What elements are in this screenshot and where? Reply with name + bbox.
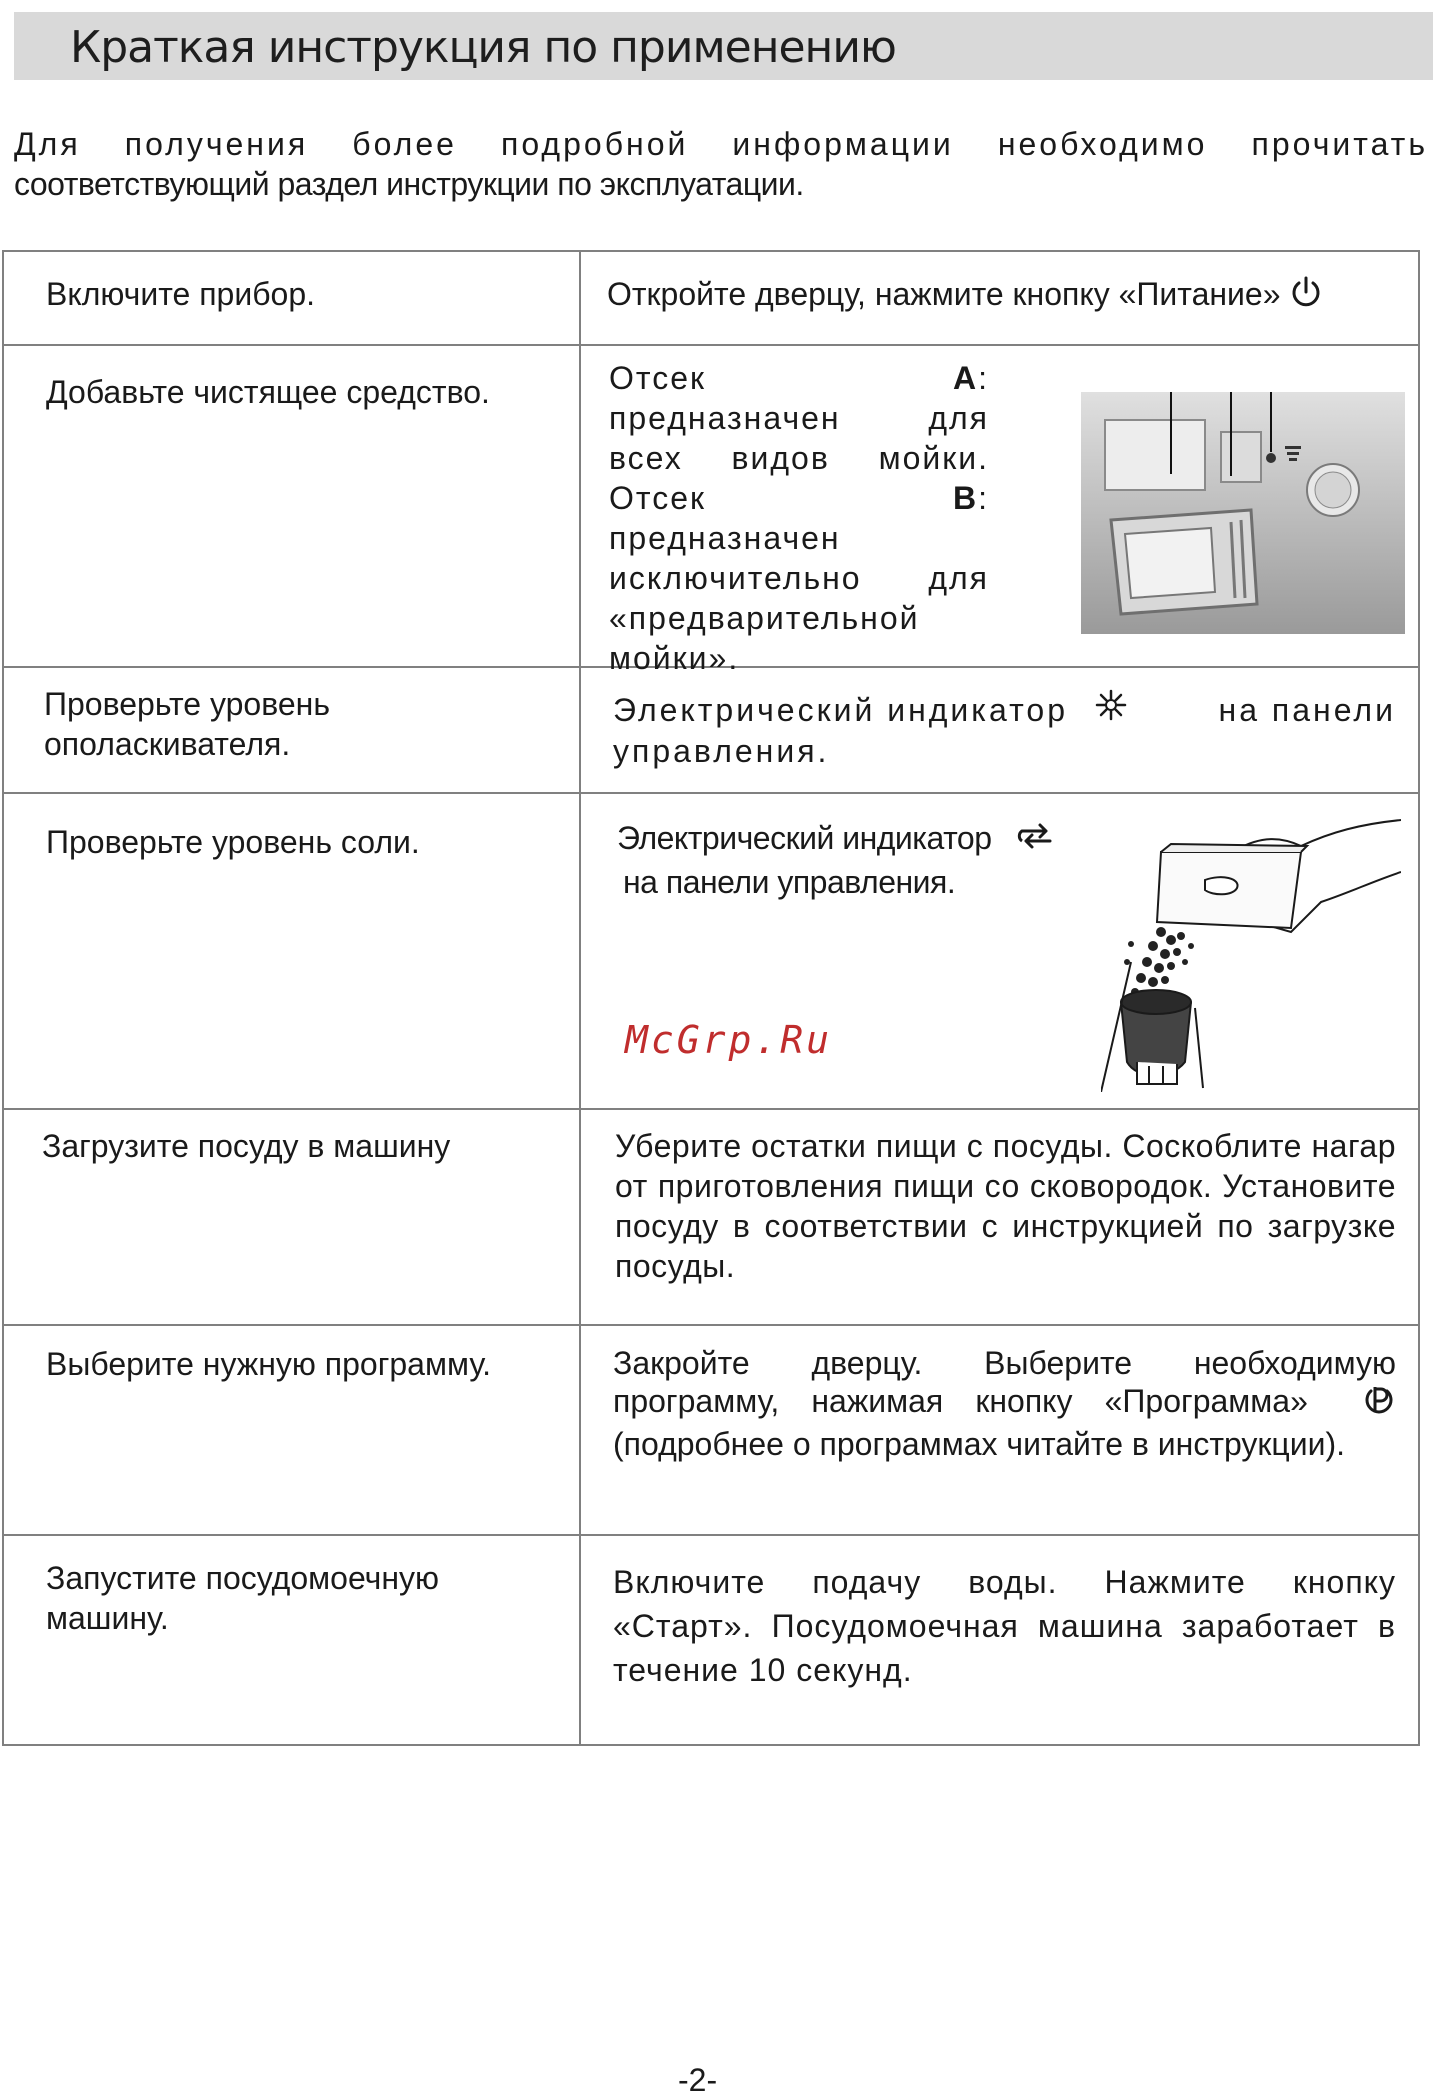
program-icon xyxy=(1362,1383,1396,1425)
step-detail xyxy=(581,668,1418,771)
step-detail-cell xyxy=(580,251,1419,345)
step-detail-text: Откройте дверцу, нажмите кнопку «Питание» xyxy=(607,276,1281,312)
step-action-cell xyxy=(3,1325,580,1535)
step-detail-cell xyxy=(580,1325,1419,1535)
table-row xyxy=(3,251,1419,345)
detergent-dispenser-photo xyxy=(1081,392,1405,634)
step-action-cell xyxy=(3,1535,580,1745)
salt-pouring-illustration xyxy=(1101,812,1401,1092)
step-action-cell xyxy=(3,251,580,345)
step-detail-pre: Закройте дверцу. Выберите необходимую программу, нажимая кнопку «Программа» xyxy=(613,1345,1396,1419)
intro-line-1: Для получения более подробной информации необходимо прочитать xyxy=(14,126,1428,162)
step-detail-line2: на панели управления. xyxy=(623,864,956,901)
step-detail-post-first: на панели xyxy=(1218,691,1396,728)
step-action: Запустите посудомоечную машину. xyxy=(46,1560,440,1636)
rinse-aid-indicator-icon xyxy=(1094,688,1128,731)
intro-line-2: соответствующий раздел инструкции по эксплуатации. xyxy=(14,166,804,202)
step-action: Загрузите посуду в машину xyxy=(42,1128,451,1164)
step-detail-cell xyxy=(580,667,1419,793)
step-detail-pre: Электрический индикатор xyxy=(613,691,1068,728)
step-detail-cell xyxy=(580,1109,1419,1325)
compartment-a-letter: A xyxy=(953,360,979,396)
compartment-b-prefix: Отсек xyxy=(609,480,953,516)
step-action: Включите прибор. xyxy=(46,276,316,312)
salt-indicator-icon xyxy=(1016,819,1056,862)
step-action-cell xyxy=(3,793,580,1109)
intro-paragraph xyxy=(14,124,1428,204)
step-action: Выберите нужную программу. xyxy=(46,1346,491,1382)
table-row xyxy=(3,793,1419,1109)
step-detail: Уберите остатки пищи с посуды. Соскоблите нагар от приготовления пищи со сковородок. Установите посуду в соответствии с инструкцией по загрузке посуды. xyxy=(615,1128,1396,1284)
step-action-cell xyxy=(3,345,580,667)
step-detail xyxy=(581,1326,1418,1463)
page-title: Краткая инструкция по применению xyxy=(70,22,896,73)
instruction-table xyxy=(2,250,1420,1746)
step-detail-line1: Электрический индикатор xyxy=(617,820,992,856)
step-detail-post: (подробнее о программах читайте в инструкции). xyxy=(613,1425,1346,1462)
title-bar xyxy=(14,12,1433,80)
table-row xyxy=(3,345,1419,667)
table-row xyxy=(3,667,1419,793)
step-action-cell xyxy=(3,667,580,793)
step-detail xyxy=(581,252,1418,318)
step-action: Проверьте уровень ополаскивателя. xyxy=(44,686,330,762)
step-detail: Включите подачу воды. Нажмите кнопку «Старт». Посудомоечная машина заработает в течение 10 секунд. xyxy=(613,1564,1396,1688)
step-detail-cell xyxy=(580,345,1419,676)
table-row xyxy=(3,1109,1419,1325)
power-icon xyxy=(1289,275,1323,318)
compartment-a-prefix: Отсек xyxy=(609,360,953,396)
step-detail-post-second: управления. xyxy=(613,733,830,769)
compartment-a-text: : предназначен для всех видов мойки. xyxy=(609,360,989,476)
step-action: Проверьте уровень соли. xyxy=(46,824,420,860)
step-detail-cell xyxy=(580,1535,1419,1745)
watermark: McGrp.Ru xyxy=(625,1018,833,1062)
table-row xyxy=(3,1535,1419,1745)
table-row xyxy=(3,1325,1419,1535)
step-action-cell xyxy=(3,1109,580,1325)
step-detail xyxy=(617,818,1056,902)
step-detail-cell xyxy=(580,793,1419,1109)
page-number: -2- xyxy=(678,2062,718,2098)
step-action: Добавьте чистящее средство. xyxy=(46,374,490,410)
compartment-b-letter: B xyxy=(953,480,979,516)
compartment-b-text: : предназначен исключительно для «предварительной мойки». xyxy=(609,480,989,676)
